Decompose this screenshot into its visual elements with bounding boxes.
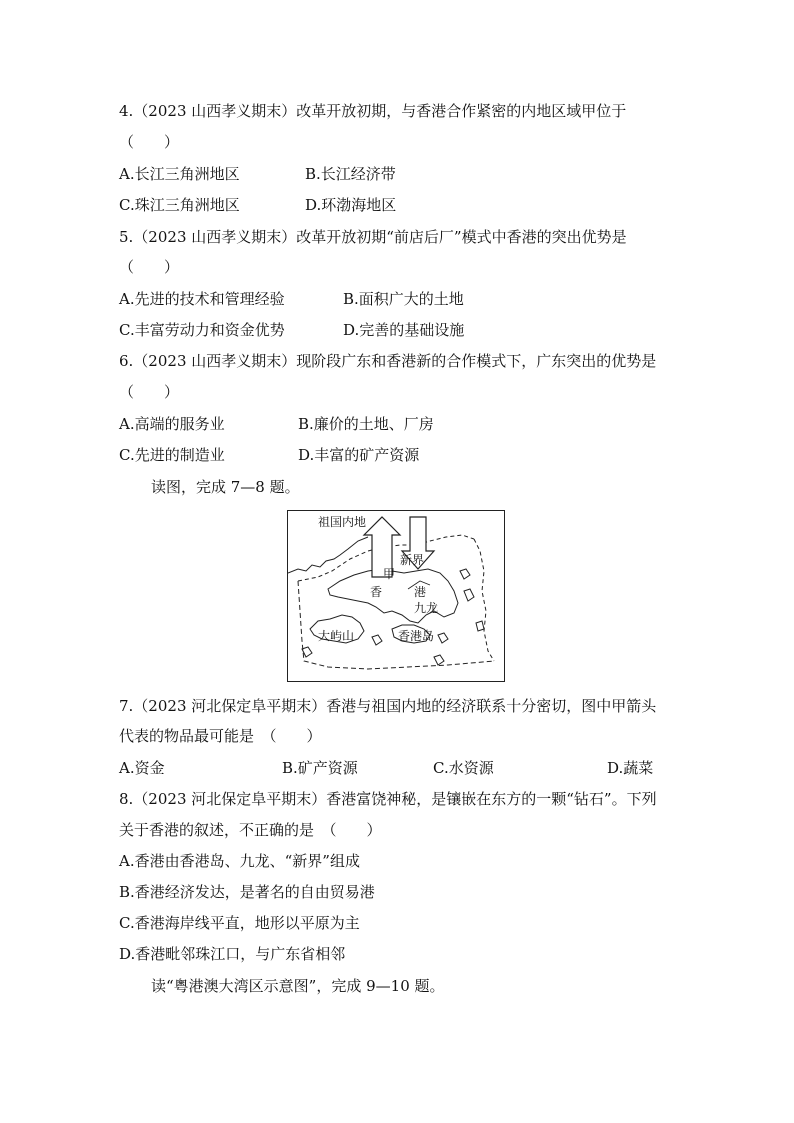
question-5-option-c: C.丰富劳动力和资金优势	[119, 321, 285, 339]
question-6-blank: （ ）	[119, 383, 180, 401]
question-6-option-b: B.廉价的土地、厂房	[298, 415, 434, 433]
hong-kong-map	[287, 510, 505, 682]
map-drawing	[288, 511, 505, 682]
question-5-stem: 5.（2023 山西孝义期末）改革开放初期“前店后厂”模式中香港的突出优势是	[119, 228, 627, 246]
question-4-option-a: A.长江三角洲地区	[119, 165, 240, 183]
question-5-option-a: A.先进的技术和管理经验	[119, 290, 285, 308]
question-5-option-d: D.完善的基础设施	[343, 321, 465, 339]
question-4-option-d: D.环渤海地区	[305, 196, 397, 214]
label-kowloon: 九龙	[414, 601, 439, 615]
map-intro: 读图，完成 7—8 题。	[151, 478, 300, 496]
question-8-stem-line1: 8.（2023 河北保定阜平期末）香港富饶神秘，是镶嵌在东方的一颗“钻石”。下列	[119, 790, 657, 808]
question-4-stem: 4.（2023 山西孝义期末）改革开放初期，与香港合作紧密的内地区域甲位于	[119, 102, 627, 120]
label-lantau: 大屿山	[318, 629, 355, 643]
question-8-option-d: D.香港毗邻珠江口，与广东省相邻	[119, 945, 346, 963]
question-8-option-b: B.香港经济发达，是著名的自由贸易港	[119, 883, 375, 901]
question-8-option-a: A.香港由香港岛、九龙、“新界”组成	[119, 852, 360, 870]
label-new-territories: 新界	[400, 553, 425, 567]
question-8-stem-line2: 关于香港的叙述，不正确的是 （ ）	[119, 821, 382, 839]
question-7-option-a: A.资金	[119, 759, 165, 777]
question-6-option-a: A.高端的服务业	[119, 415, 225, 433]
question-4-option-b: B.长江经济带	[305, 165, 396, 183]
question-6-option-c: C.先进的制造业	[119, 446, 225, 464]
label-hong-kong-island: 香港岛	[398, 629, 435, 643]
label-mainland: 祖国内地	[318, 515, 367, 529]
label-xiang: 香	[370, 585, 383, 599]
next-intro: 读“粤港澳大湾区示意图”，完成 9—10 题。	[151, 977, 445, 995]
question-5-blank: （ ）	[119, 258, 180, 276]
question-7-option-c: C.水资源	[433, 759, 494, 777]
question-6-option-d: D.丰富的矿产资源	[298, 446, 420, 464]
label-jia: 甲	[383, 567, 396, 581]
question-7-option-b: B.矿产资源	[282, 759, 358, 777]
question-7-option-d: D.蔬菜	[607, 759, 654, 777]
question-6-stem: 6.（2023 山西孝义期末）现阶段广东和香港新的合作模式下，广东突出的优势是	[119, 352, 657, 370]
question-5-option-b: B.面积广大的土地	[343, 290, 464, 308]
question-8-option-c: C.香港海岸线平直，地形以平原为主	[119, 914, 360, 932]
question-4-blank: （ ）	[119, 133, 180, 151]
label-gang: 港	[414, 585, 427, 599]
question-7-stem-line1: 7.（2023 河北保定阜平期末）香港与祖国内地的经济联系十分密切，图中甲箭头	[119, 697, 657, 715]
question-4-option-c: C.珠江三角洲地区	[119, 196, 240, 214]
question-7-stem-line2: 代表的物品最可能是 （ ）	[119, 727, 322, 745]
